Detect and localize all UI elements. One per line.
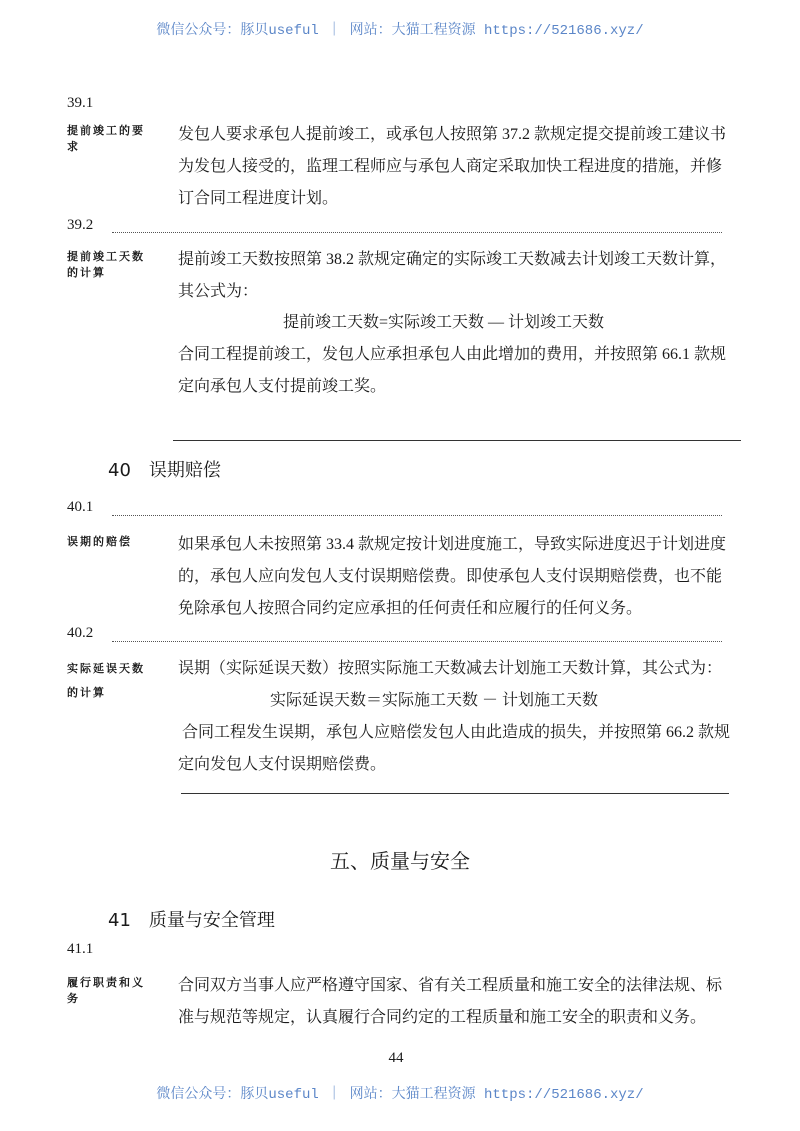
body-line: 误期（实际延误天数）按照实际施工天数减去计划施工天数计算，其公式为： — [178, 660, 723, 677]
body-line: 的，承包人应向发包人支付误期赔偿费。即使承包人支付误期赔偿费，也不能 — [178, 568, 723, 585]
body-line: 准与规范等规定，认真履行合同约定的工程质量和施工安全的职责和义务。 — [178, 1009, 707, 1026]
body-line: 如果承包人未按照第 33.4 款规定按计划进度施工，导致实际进度迟于计划进度 — [178, 536, 727, 553]
clause-number: 39.1 — [67, 95, 94, 111]
clause-number: 40.1 — [67, 499, 94, 515]
section-rule — [181, 793, 729, 794]
dotted-divider — [112, 232, 722, 233]
side-label: 提前竣工的要求 — [67, 125, 145, 153]
section-title: 41 质量与安全管理 — [108, 910, 275, 931]
formula: 提前竣工天数=实际竣工天数 — 计划竣工天数 — [283, 314, 605, 331]
clause-number: 41.1 — [67, 941, 94, 957]
side-label: 实际延误天数的计算 — [67, 663, 145, 699]
body-line: 合同工程发生误期，承包人应赔偿发包人由此造成的损失，并按照第 66.2 款规 — [178, 724, 731, 741]
body-line: 发包人要求承包人提前竣工，或承包人按照第 37.2 款规定提交提前竣工建议书 — [178, 126, 727, 143]
watermark-footer: 微信公众号：豚贝useful ｜ 网站：大猫工程资源 https://521686.xyz/ — [156, 1087, 644, 1103]
chapter-title: 五、质量与安全 — [330, 849, 470, 873]
side-label: 履行职责和义务 — [67, 977, 145, 1005]
body-line: 定向承包人支付提前竣工奖。 — [178, 378, 387, 395]
body-line: 免除承包人按照合同约定应承担的任何责任和应履行的任何义务。 — [178, 600, 643, 617]
side-label: 提前竣工天数的计算 — [67, 251, 145, 279]
body-line: 提前竣工天数按照第 38.2 款规定确定的实际竣工天数减去计划竣工天数计算， — [178, 251, 727, 268]
page-number: 44 — [388, 1050, 404, 1066]
body-line: 其公式为： — [178, 283, 259, 300]
formula: 实际延误天数＝实际施工天数 － 计划施工天数 — [270, 692, 599, 709]
body-line: 订合同工程进度计划。 — [178, 190, 339, 207]
dotted-divider — [112, 515, 722, 516]
section-rule — [173, 440, 741, 441]
body-line: 合同工程提前竣工，发包人应承担承包人由此增加的费用，并按照第 66.1 款规 — [178, 346, 727, 363]
section-title: 40 误期赔偿 — [108, 460, 221, 481]
watermark-header: 微信公众号：豚贝useful ｜ 网站：大猫工程资源 https://521686.xyz/ — [156, 23, 644, 39]
clause-number: 40.2 — [67, 625, 94, 641]
dotted-divider — [112, 641, 722, 642]
body-line: 定向发包人支付误期赔偿费。 — [178, 756, 387, 773]
body-line: 为发包人接受的，监理工程师应与承包人商定采取加快工程进度的措施，并修 — [178, 158, 723, 175]
clause-number: 39.2 — [67, 217, 94, 233]
body-line: 合同双方当事人应严格遵守国家、省有关工程质量和施工安全的法律法规、标 — [178, 977, 723, 994]
side-label: 误期的赔偿 — [67, 536, 132, 548]
